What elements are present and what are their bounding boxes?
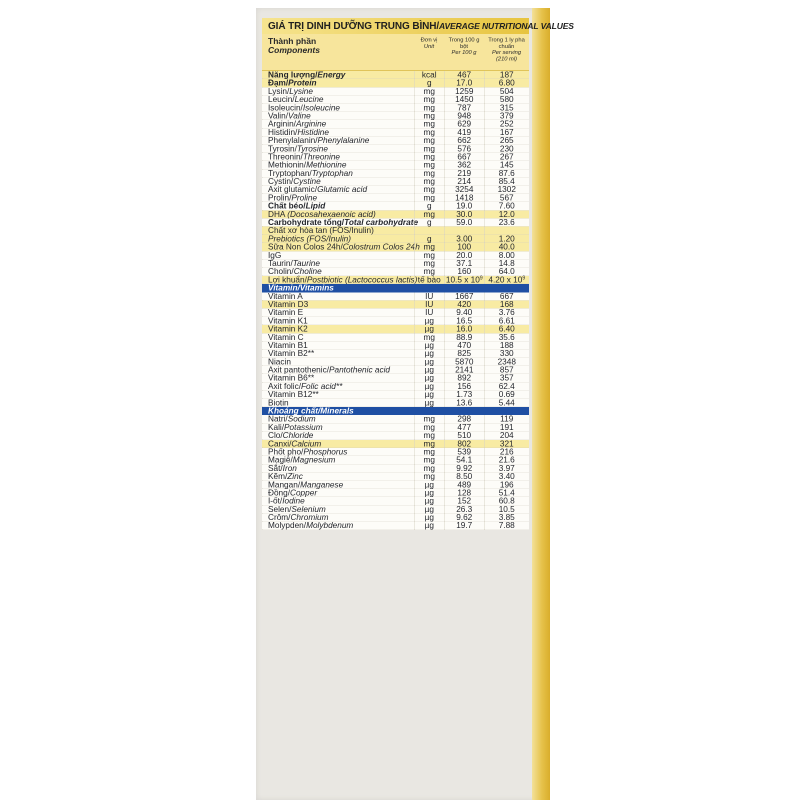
nutrient-name-vi: Methionin/ — [268, 160, 307, 170]
table-row — [262, 522, 529, 530]
nutrient-name-vi: Natri/ — [268, 414, 288, 424]
nutrient-name-vi: Clo/ — [268, 431, 283, 441]
unit-cell: g — [414, 202, 444, 210]
unit-cell: mg — [414, 112, 444, 120]
serving-value: 357 — [499, 373, 514, 383]
nutrient-name-en: Leucine — [294, 95, 324, 105]
nutrient-name-vi: Vitamin K1 — [268, 316, 308, 326]
per100-value: 156 — [457, 381, 472, 391]
unit-cell: IU — [414, 309, 444, 317]
nutrient-name-en: Glutamic acid — [317, 185, 368, 195]
per100-value: 948 — [457, 111, 472, 121]
serving-value: 21.6 — [498, 455, 515, 465]
serving-value: 4.20 x 10 — [488, 275, 523, 285]
serving-value: 330 — [499, 349, 514, 359]
nutrient-name-en: Chloride — [282, 431, 314, 441]
section-label-en: Minerals — [320, 406, 354, 416]
serving-exponent: 9 — [522, 275, 526, 281]
per100-value: 489 — [457, 480, 472, 490]
serving-value: 504 — [499, 86, 514, 96]
per100-cell — [444, 522, 484, 530]
unit-cell: mg — [414, 448, 444, 456]
unit-cell: µg — [414, 514, 444, 522]
nutrient-name-en: Chromium — [290, 513, 329, 523]
nutrient-name — [262, 522, 414, 530]
serving-value: 167 — [499, 127, 514, 137]
serving-value: 64.0 — [498, 267, 515, 277]
unit-cell: µg — [414, 391, 444, 399]
per100-value: 1667 — [455, 291, 474, 301]
unit-cell: mg — [414, 186, 444, 194]
nutrient-name-en: Methionine — [306, 160, 347, 170]
unit-cell: tế bào — [414, 276, 444, 284]
per100-value: 825 — [457, 349, 472, 359]
table-body — [262, 71, 529, 530]
serving-value: 23.6 — [498, 218, 515, 228]
per100-value: 9.62 — [456, 513, 473, 523]
title-en: AVERAGE NUTRITIONAL VALUES — [439, 21, 574, 31]
serving-value: 168 — [499, 299, 514, 309]
per100-value: 8.50 — [456, 472, 473, 482]
nutrient-name-vi: Arginin/ — [268, 119, 296, 129]
nutrient-name-vi: Axit glutamic/ — [268, 185, 318, 195]
unit-cell: mg — [414, 243, 444, 251]
unit-cell: mg — [414, 333, 444, 341]
nutrient-name-vi: Vitamin B6** — [268, 373, 315, 383]
nutrient-name-vi: Kẽm/ — [268, 472, 288, 482]
table-row — [262, 391, 529, 399]
nutrient-name-vi: Axit pantothenic/ — [268, 365, 329, 375]
per100-value: 19.7 — [456, 521, 473, 531]
nutrient-name-en: Manganese — [300, 480, 344, 490]
nutrient-name-vi: Histidin/ — [268, 127, 298, 137]
header-per100-vi: Trong 100 g bột — [448, 37, 480, 50]
per100-value: 9.40 — [456, 308, 473, 318]
nutrient-name-vi: Magiê/ — [268, 455, 293, 465]
nutrient-name-vi: Phốt pho/ — [268, 447, 304, 457]
header-component-vi: Thành phần — [268, 36, 317, 46]
serving-value: 8.00 — [498, 250, 515, 260]
header-unit-en: Unit — [423, 43, 435, 50]
per100-value: 539 — [457, 447, 472, 457]
per100-value: 1450 — [455, 95, 474, 105]
per100-value: 3.00 — [456, 234, 473, 244]
nutrient-name-vi: Valin/ — [268, 111, 289, 121]
per100-value: 470 — [457, 340, 472, 350]
per100-value: 510 — [457, 431, 472, 441]
header-per100 — [444, 34, 484, 70]
unit-cell: µg — [414, 489, 444, 497]
section-label-vi: Vitamin/ — [268, 283, 300, 293]
per100-value: 9.92 — [456, 463, 473, 473]
serving-value: 1.20 — [498, 234, 515, 244]
per100-value: 219 — [457, 168, 472, 178]
per100-value: 10.5 x 10 — [445, 275, 480, 285]
per100-value: 128 — [457, 488, 472, 498]
unit-cell: mg — [414, 87, 444, 95]
nutrient-name-en: Choline — [293, 267, 322, 277]
serving-value: 7.88 — [498, 521, 515, 531]
unit-cell: g — [414, 219, 444, 227]
header-unit — [414, 34, 444, 70]
nutrient-name-en: Postbiotic (Lactococcus lactis) — [306, 275, 418, 285]
unit-cell: µg — [414, 522, 444, 530]
unit-cell: mg — [414, 464, 444, 472]
nutrient-name-en: Cystine — [293, 177, 321, 187]
serving-value: 204 — [499, 431, 514, 441]
nutrient-name-vi: Vitamin C — [268, 332, 304, 342]
nutrient-name-vi: Mangan/ — [268, 480, 301, 490]
unit-cell: µg — [414, 497, 444, 505]
per100-value: 1259 — [455, 86, 474, 96]
serving-value: 6.80 — [498, 78, 515, 88]
column-header — [262, 34, 529, 71]
serving-value: 0.69 — [498, 390, 515, 400]
nutrient-name-vi: Prolin/ — [268, 193, 292, 203]
table-row — [262, 456, 529, 464]
nutrient-name-en: Calcium — [291, 439, 322, 449]
nutrient-name-en: Phosphorus — [303, 447, 348, 457]
header-serving-vi: Trong 1 ly pha chuẩn — [488, 37, 525, 50]
serving-cell — [484, 276, 529, 284]
serving-value: 10.5 — [498, 504, 515, 514]
unit-cell: IU — [414, 292, 444, 300]
nutrient-name-vi: Canxi/ — [268, 439, 292, 449]
serving-value: 6.61 — [498, 316, 515, 326]
nutrient-name-en: Total carbohydrate — [344, 218, 419, 228]
unit-cell: µg — [414, 341, 444, 349]
nutrient-name-en: Prebiotics (FOS/Inulin) — [268, 234, 351, 244]
nutrient-name-en: Energy — [317, 70, 346, 80]
nutrient-name-vi: Selen/ — [268, 504, 292, 514]
unit-cell: µg — [414, 382, 444, 390]
header-per100-en: Per 100 g — [451, 49, 477, 56]
nutrient-name-vi: Taurin/ — [268, 258, 293, 268]
nutrient-name-en: Phenylalanine — [317, 136, 370, 146]
nutrient-name-vi: Threonin/ — [268, 152, 303, 162]
serving-value: 267 — [499, 152, 514, 162]
nutrient-name-vi: Vitamin E — [268, 308, 304, 318]
nutrient-name-vi: Chất béo/ — [268, 201, 306, 211]
serving-value: 87.6 — [498, 168, 515, 178]
per100-value: 30.0 — [456, 209, 473, 219]
unit-cell: IU — [414, 300, 444, 308]
nutrient-name-vi: Crôm/ — [268, 513, 291, 523]
per100-value: 214 — [457, 177, 472, 187]
unit-cell: mg — [414, 251, 444, 259]
per100-value: 152 — [457, 496, 472, 506]
nutrient-name-en: Copper — [290, 488, 318, 498]
unit-cell: mg — [414, 210, 444, 218]
nutrient-name-en: Pantothenic acid — [329, 365, 391, 375]
nutrient-name-vi: Vitamin D3 — [268, 299, 309, 309]
serving-value: 315 — [499, 103, 514, 113]
nutrient-name-en: Colostrum Colos 24h — [342, 242, 420, 252]
serving-value: 857 — [499, 365, 514, 375]
nutrient-name-vi: Sắt/ — [268, 463, 283, 473]
nutrient-name-en: Taurine — [292, 258, 320, 268]
per100-value: 20.0 — [456, 250, 473, 260]
serving-value: 216 — [499, 447, 514, 457]
serving-value: 3.97 — [498, 463, 515, 473]
serving-cell — [484, 399, 529, 407]
nutrient-name-en: Valine — [288, 111, 311, 121]
nutrient-name-vi: Vitamin K2 — [268, 324, 308, 334]
nutrient-name-vi: Chất xơ hòa tan (FOS/Inulin) — [268, 226, 374, 236]
per100-value: 160 — [457, 267, 472, 277]
unit-cell: g — [414, 235, 444, 243]
per100-value: 420 — [457, 299, 472, 309]
nutrient-name-vi: DHA — [268, 209, 288, 219]
nutrient-name-en: (Docosahexaenoic acid) — [287, 209, 376, 219]
unit-cell: mg — [414, 473, 444, 481]
section-label-en: Vitamins — [299, 283, 334, 293]
per100-cell — [444, 276, 484, 284]
unit-cell: mg — [414, 415, 444, 423]
per100-value: 13.6 — [456, 398, 473, 408]
header-serving-en: Per serving (210 ml) — [491, 49, 522, 62]
nutrient-name-vi: Lysin/ — [268, 86, 290, 96]
serving-value: 191 — [499, 422, 514, 432]
serving-value: 3.76 — [498, 308, 515, 318]
per100-value: 787 — [457, 103, 472, 113]
unit-cell: mg — [414, 137, 444, 145]
serving-value: 379 — [499, 111, 514, 121]
nutrient-name-vi: Axit folic/ — [268, 381, 302, 391]
serving-value: 265 — [499, 136, 514, 146]
nutrient-name-en: Isoleucine — [302, 103, 341, 113]
per100-value: 419 — [457, 127, 472, 137]
unit-cell: mg — [414, 432, 444, 440]
header-component-en: Components — [268, 45, 320, 55]
nutrient-name-en: Iodine — [282, 496, 305, 506]
serving-value: 2348 — [497, 357, 516, 367]
serving-value: 580 — [499, 95, 514, 105]
table-row — [262, 350, 529, 358]
serving-value: 62.4 — [498, 381, 515, 391]
per100-value: 467 — [457, 70, 472, 80]
nutrient-name-en: Arginine — [295, 119, 327, 129]
nutrient-name-en: Tryptophan — [311, 168, 353, 178]
unit-cell: mg — [414, 259, 444, 267]
serving-value: 145 — [499, 160, 514, 170]
unit-cell: mg — [414, 96, 444, 104]
serving-value: 3.85 — [498, 513, 515, 523]
header-components — [262, 34, 414, 70]
per100-cell — [444, 399, 484, 407]
serving-value: 321 — [499, 439, 514, 449]
nutrient-name-vi: Năng lượng/ — [268, 70, 318, 80]
nutrient-name-vi: Phenylalanin/ — [268, 136, 318, 146]
serving-value: 119 — [500, 414, 514, 424]
per100-value: 100 — [457, 242, 472, 252]
serving-cell — [484, 522, 529, 530]
unit-cell: mg — [414, 128, 444, 136]
unit-cell: mg — [414, 104, 444, 112]
nutrient-name-vi: Cystin/ — [268, 177, 294, 187]
nutrient-name-vi: Isoleucin/ — [268, 103, 303, 113]
unit-cell: µg — [414, 350, 444, 358]
per100-value: 54.1 — [456, 455, 473, 465]
nutrient-name-en: Sodium — [287, 414, 316, 424]
per100-value: 1.73 — [456, 390, 473, 400]
nutrient-name-vi: Vitamin B1 — [268, 340, 308, 350]
per100-value: 59.0 — [456, 218, 473, 228]
per100-value: 362 — [457, 160, 472, 170]
gold-stripe — [532, 8, 550, 800]
per100-value: 3254 — [455, 185, 474, 195]
serving-value: 230 — [499, 144, 514, 154]
nutrient-name-en: Proline — [291, 193, 318, 203]
per100-value: 88.9 — [456, 332, 473, 342]
nutrient-name-vi: Kali/ — [268, 422, 285, 432]
per100-value: 662 — [457, 136, 472, 146]
nutrient-name-vi: IgG — [268, 250, 282, 260]
per100-value: 1418 — [455, 193, 474, 203]
per100-value: 2141 — [455, 365, 474, 375]
serving-cell — [484, 219, 529, 227]
unit-cell: mg — [414, 178, 444, 186]
serving-value: 40.0 — [498, 242, 515, 252]
serving-value: 667 — [499, 291, 514, 301]
unit-cell: µg — [414, 374, 444, 382]
nutrient-name — [262, 242, 420, 252]
nutrient-name-en: Selenium — [291, 504, 326, 514]
nutrient-name-vi: Đạm/ — [268, 78, 289, 88]
unit-cell: g — [414, 79, 444, 87]
header-unit-vi: Đơn vị — [420, 37, 438, 43]
nutrient-name-en: Lipid — [305, 201, 326, 211]
nutrient-name-en: Iron — [282, 463, 297, 473]
table-title — [262, 18, 574, 34]
nutrient-name-vi: Vitamin B12** — [268, 390, 319, 400]
per100-value: 37.1 — [456, 258, 473, 268]
title-vi: GIÁ TRỊ DINH DƯỠNG TRUNG BÌNH/ — [268, 20, 440, 32]
serving-value: 12.0 — [498, 209, 515, 219]
serving-value: 60.8 — [498, 496, 515, 506]
serving-value: 196 — [499, 480, 514, 490]
serving-value: 35.6 — [498, 332, 515, 342]
per100-value: 16.0 — [456, 324, 473, 334]
header-serving — [484, 34, 529, 70]
unit-cell: mg — [414, 145, 444, 153]
per100-value: 667 — [457, 152, 472, 162]
nutrient-name-vi: Sữa Non Colos 24h/ — [268, 242, 343, 252]
nutrient-name-vi: Vitamin A — [268, 291, 303, 301]
nutrient-name-en: Molybdenum — [306, 521, 354, 531]
nutrient-name-en: Histidine — [297, 127, 329, 137]
unit-cell: µg — [414, 317, 444, 325]
nutrient-name-vi: Vitamin B2** — [268, 349, 315, 359]
unit-cell: mg — [414, 120, 444, 128]
nutrient-name-en: Folic acid** — [301, 381, 343, 391]
nutrient-name-en: Magnesium — [292, 455, 336, 465]
per100-value: 576 — [457, 144, 472, 154]
nutrient-name-en: Lysine — [289, 86, 313, 96]
per100-cell — [444, 219, 484, 227]
nutrient-name-vi: I-ốt/ — [268, 496, 283, 506]
section-label-vi: Khoáng chất/ — [268, 406, 321, 416]
table-row — [262, 243, 529, 251]
serving-value: 6.40 — [498, 324, 515, 334]
nutrient-name-vi: Tyrosin/ — [268, 144, 297, 154]
serving-value: 85.4 — [498, 177, 515, 187]
unit-cell: µg — [414, 481, 444, 489]
serving-value: 567 — [499, 193, 514, 203]
nutrient-name-vi: Molypden/ — [268, 521, 307, 531]
per100-value: 298 — [457, 414, 472, 424]
serving-value: 187 — [499, 70, 514, 80]
nutrient-name-en: Zinc — [287, 472, 303, 482]
per100-value: 477 — [457, 422, 472, 432]
unit-cell: mg — [414, 456, 444, 464]
per100-exponent: 9 — [479, 275, 483, 281]
nutrition-table — [262, 18, 574, 531]
per100-value: 19.0 — [456, 201, 473, 211]
nutrient-name-en: Tyrosine — [296, 144, 328, 154]
per100-value: 26.3 — [456, 504, 473, 514]
nutrient-name-vi: Tryptophan/ — [268, 168, 312, 178]
per100-value: 802 — [457, 439, 472, 449]
serving-value: 188 — [499, 340, 514, 350]
nutrient-name-vi: Biotin — [268, 398, 289, 408]
nutrient-name-en: Potassium — [284, 422, 323, 432]
unit-cell: µg — [414, 325, 444, 333]
per100-value: 892 — [457, 373, 472, 383]
unit-cell: µg — [414, 505, 444, 513]
unit-cell: mg — [414, 194, 444, 202]
nutrient-name-vi: Đồng/ — [268, 488, 291, 498]
unit-cell: mg — [414, 169, 444, 177]
serving-value: 14.8 — [498, 258, 515, 268]
serving-value: 7.60 — [498, 201, 515, 211]
serving-value: 51.4 — [498, 488, 515, 498]
serving-value: 252 — [499, 119, 514, 129]
unit-cell: mg — [414, 268, 444, 276]
unit-cell: mg — [414, 153, 444, 161]
nutrient-name-en: Protein — [288, 78, 317, 88]
per100-value: 16.5 — [456, 316, 473, 326]
serving-value: 1302 — [497, 185, 516, 195]
unit-cell: mg — [414, 423, 444, 431]
unit-cell: µg — [414, 366, 444, 374]
unit-cell: kcal — [414, 71, 444, 79]
nutrient-name-en: Threonine — [302, 152, 341, 162]
per100-value: 17.0 — [456, 78, 473, 88]
serving-value: 5.44 — [498, 398, 515, 408]
product-label-panel — [256, 8, 574, 800]
per100-value: 5870 — [455, 357, 474, 367]
nutrient-name-vi: Niacin — [268, 357, 291, 367]
unit-cell: mg — [414, 161, 444, 169]
per100-value: 629 — [457, 119, 472, 129]
unit-cell: µg — [414, 358, 444, 366]
serving-value: 3.40 — [498, 472, 515, 482]
nutrient-name-vi: Cholin/ — [268, 267, 294, 277]
nutrient-name-vi: Lợi khuẩn/ — [268, 275, 307, 285]
nutrient-name-vi: Leucin/ — [268, 95, 295, 105]
unit-cell: mg — [414, 440, 444, 448]
unit-cell: µg — [414, 399, 444, 407]
nutrient-name-vi: Carbohydrate tổng/ — [268, 218, 345, 228]
